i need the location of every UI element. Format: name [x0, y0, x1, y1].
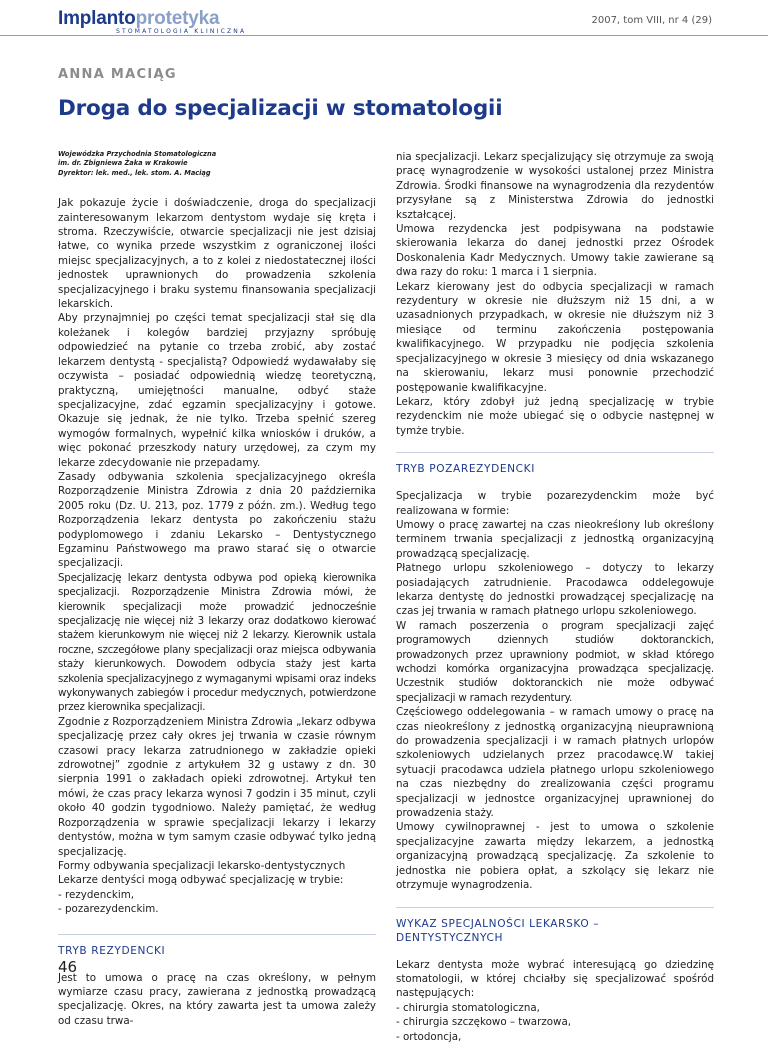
list-item: - chirurgia stomatologiczna,: [396, 1001, 540, 1014]
section-divider: [58, 934, 376, 935]
page-number: 46: [58, 958, 78, 976]
section-divider: [396, 907, 714, 908]
logo-subtitle: STOMATOLOGIA KLINICZNA: [116, 28, 247, 35]
list-item: - pozarezydenckim.: [58, 903, 159, 916]
logo-light: protetyka: [135, 8, 220, 29]
paragraph: Specjalizacja w trybie pozarezydenckim może być realizowana w formie:: [396, 490, 714, 517]
specialty-list: [396, 1001, 714, 1044]
paragraph: Aby przynajmniej po części temat specjalizacji stał się dla koleżanek i kolegów bardziej przyjazny spróbuję odpowiedzieć na pytanie co trzeba zrobić, aby zostać lekarzem dentystą - specjalistą? Odpowiedź wydawałaby się oczywista – posiadać odpowiednią wiedzę teoretyczną, praktyczną, umiejętności manualne, odbyć staże specjalizacyjne, zdać egzamin specjalizacyjny i gotowe. Okazuje się jednak, że nie tylko. Trzeba spełnić szereg wymogów formalnych, wypełnić kilka wniosków i druków, a więc pokonać przeszkody natury urzędowej, za czym my lekarze zdecydowanie nie przepadamy.: [58, 312, 376, 469]
paragraph: Płatnego urlopu szkoleniowego – dotyczy to lekarzy posiadających zatrudnienie. Pracodawca oddelegowuje lekarza dentystę do jednostki prowadzącej specjalizację na czas jej trwania w ramach płatnego urlopu szkoleniowego.: [396, 562, 714, 618]
paragraph: Lekarz, który zdobył już jedną specjalizację w trybie rezydenckim nie może ubiegać się o odbycie następnej w tymże trybie.: [396, 395, 714, 437]
list-item: - chirurgia szczękowo – twarzowa,: [396, 1016, 572, 1029]
paragraph: Jak pokazuje życie i doświadczenie, droga do specjalizacji zainteresowanym lekarzom dentystom wydaje się kręta i stroma. Rzeczywiście, otwarcie specjalizacji nie jest dzisiaj łatwe, co wynika przede wszystkim z ograniczonej ilości miejsc specjalizacyjnych, a to z kolei z niedostatecznej ilości jednostek uprawnionych do prowadzenia szkolenia specjalizacyjnego i braku systemu finansowania specjalizacji lekarskich.: [58, 197, 376, 311]
paragraph: Jest to umowa o pracę na czas określony, w pełnym wymiarze czasu pracy, zawierana z jednostką prowadzącą specjalizację. Okres, na który zawarta jest ta umowa zależy od czasu trwa-: [58, 971, 376, 1027]
paragraph: Lekarze dentyści mogą odbywać specjalizację w trybie:: [58, 874, 344, 887]
section-heading: TRYB REZYDENCKI: [58, 944, 166, 957]
section-heading-line-2: DENTYSTYCZNYCH: [396, 931, 504, 944]
article-author: ANNA MACIĄG: [58, 67, 177, 82]
right-column: [396, 150, 714, 1044]
mode-list: [58, 888, 376, 917]
paragraph: W ramach poszerzenia o program specjalizacji zajęć programowych dziennych studiów doktoranckich, prowadzonych przez uprawniony podmiot, w skład którego wchodzi komórka organizacyjna prowadząca specjalizację. Uczestnik studiów doktoranckich nie może odbywać specjalizacji w ramach rezydentury.: [396, 619, 714, 704]
section-heading: WYKAZ SPECJALNOŚCI LEKARSKO –: [396, 917, 600, 930]
paragraph: Lekarz kierowany jest do odbycia specjalizacji w ramach rezydentury w okresie nie dłuższym niż 15 dni, a w uzasadnionych przypadkach, w okresie nie dłuższym niż 3 miesiące od terminu zakończenia postępowania kwalifikacyjnego. W przypadku nie podjęcia szkolenia specjalizacyjnego w okresie 3 miesięcy od dnia wskazanego na skierowaniu, lekarz musi ponownie przechodzić postępowanie kwalifikacyjne.: [396, 280, 714, 394]
section-heading: TRYB POZAREZYDENCKI: [396, 463, 535, 476]
director-line: Dyrektor: lek. med., lek. stom. A. Maciąg: [58, 168, 211, 177]
section-divider: [396, 452, 714, 453]
list-item: - ortodoncja,: [396, 1030, 462, 1043]
article-title: Droga do specjalizacji w stomatologii: [58, 96, 503, 121]
paragraph: Lekarz dentysta może wybrać interesującą go dziedzinę stomatologii, w której chciałby się specjalizować spośród następujących:: [396, 958, 714, 1000]
header-divider: [0, 35, 768, 36]
logo-wordmark: [58, 8, 246, 30]
paragraph: Umowa rezydencka jest podpisywana na podstawie skierowania lekarza do danej jednostki przez Ośrodek Doskonalenia Kadr Medycznych. Umowy takie zawierane są dwa razy do roku: 1 marca i 1 sierpnia.: [396, 223, 714, 279]
paragraph: nia specjalizacji. Lekarz specjalizujący się otrzymuje za swoją pracę wynagrodzenie w wysokości ustalonej przez Ministra Zdrowia. Środki finansowe na wynagrodzenia dla rezydentów przysyłane są z Ministerstwa Zdrowia do jednostki kształcącej.: [396, 151, 714, 221]
institution-line-1: Wojewódzka Przychodnia Stomatologiczna: [58, 150, 217, 158]
paragraph: Częściowego oddelegowania – w ramach umowy o pracę na czas nieokreślony z jednostką organizacyjną nieuprawnioną do prowadzenia specjalizacji i w ramach płatnych urlopów szkoleniowych udzielanych przez pracodawcę.W takiej sytuacji pracodawca udziela płatnego urlopu szkoleniowego na czas niezbędny do zrealizowania części programu specjalizacji w jednostce organizacyjnej uprawnionej do prowadzenia staży.: [396, 706, 714, 820]
journal-logo: [58, 8, 246, 35]
issue-info: 2007, tom VIII, nr 4 (29): [591, 15, 712, 26]
paragraph: Formy odbywania specjalizacji lekarsko-dentystycznych: [58, 859, 346, 872]
paragraph: Zgodnie z Rozporządzeniem Ministra Zdrowia „lekarz odbywa specjalizację przez cały okres jej trwania w czasie równym czasowi pracy lekarza zatrudnionego w zakładzie opieki zdrowotnej” zgodnie z artykułem 32 g ustawy z dn. 30 sierpnia 1991 o zakładach opieki zdrowotnej. Artykuł ten mówi, że czas pracy lekarza wynosi 7 godzin i 35 minut, czyli około 40 godzin tygodniowo. Należy pamiętać, że według Rozporządzenia w sprawie specjalizacji lekarzy i lekarzy dentystów, można w tym samym czasie odbywać tylko jedną specjalizację.: [58, 715, 376, 858]
paragraph: Umowy cywilnoprawnej - jest to umowa o szkolenie specjalizacyjne zawarta między lekarzem, a jednostką organizacyjną prowadzącą specjalizację. Za szkolenie to jednostka nie pobiera opłat, a szkolący się lekarz nie otrzymuje wynagrodzenia.: [396, 821, 714, 892]
paragraph: Zasady odbywania szkolenia specjalizacyjnego określa Rozporządzenie Ministra Zdrowia z dnia 20 października 2005 roku (Dz. U. 213, poz. 1779 z późn. zm.). Według tego Rozporządzenia lekarz dentysta po zakończeniu stażu podyplomowego i zdaniu Lekarsko – Dentystycznego Egzaminu Państwowego ma prawo starać się o otwarcie specjalizacji.: [58, 470, 376, 570]
list-item: - rezydenckim,: [58, 888, 135, 901]
paragraph: Umowy o pracę zawartej na czas nieokreślony lub określony terminem trwania specjalizacji z jednostką organizacyjną prowadzącą specjalizację.: [396, 518, 714, 560]
left-column: [58, 150, 376, 1028]
logo-bold: Implanto: [58, 8, 136, 29]
institution-line-2: im. dr. Zbigniewa Żaka w Krakowie: [58, 159, 188, 168]
paragraph: Specjalizację lekarz dentysta odbywa pod opieką kierownika specjalizacji. Rozporządzenie Ministra Zdrowia mówi, że kierownik specjalizacji może prowadzić jednocześnie specjalizację nie więcej niż 3 lekarzy oraz dodatkowo kierować stażem kierunkowym nie więcej niż 2 lekarzy. Kierownik ustala roczne, szczegółowe plany specjalizacji oraz miejsca odbywania staży kierunkowych. Dowodem odbycia staży jest karta szkolenia specjalizacyjnego z wymaganymi wpisami oraz indeks wykonywanych zabiegów i procedur medycznych, potwierdzone przez kierownika specjalizacji.: [58, 571, 376, 714]
